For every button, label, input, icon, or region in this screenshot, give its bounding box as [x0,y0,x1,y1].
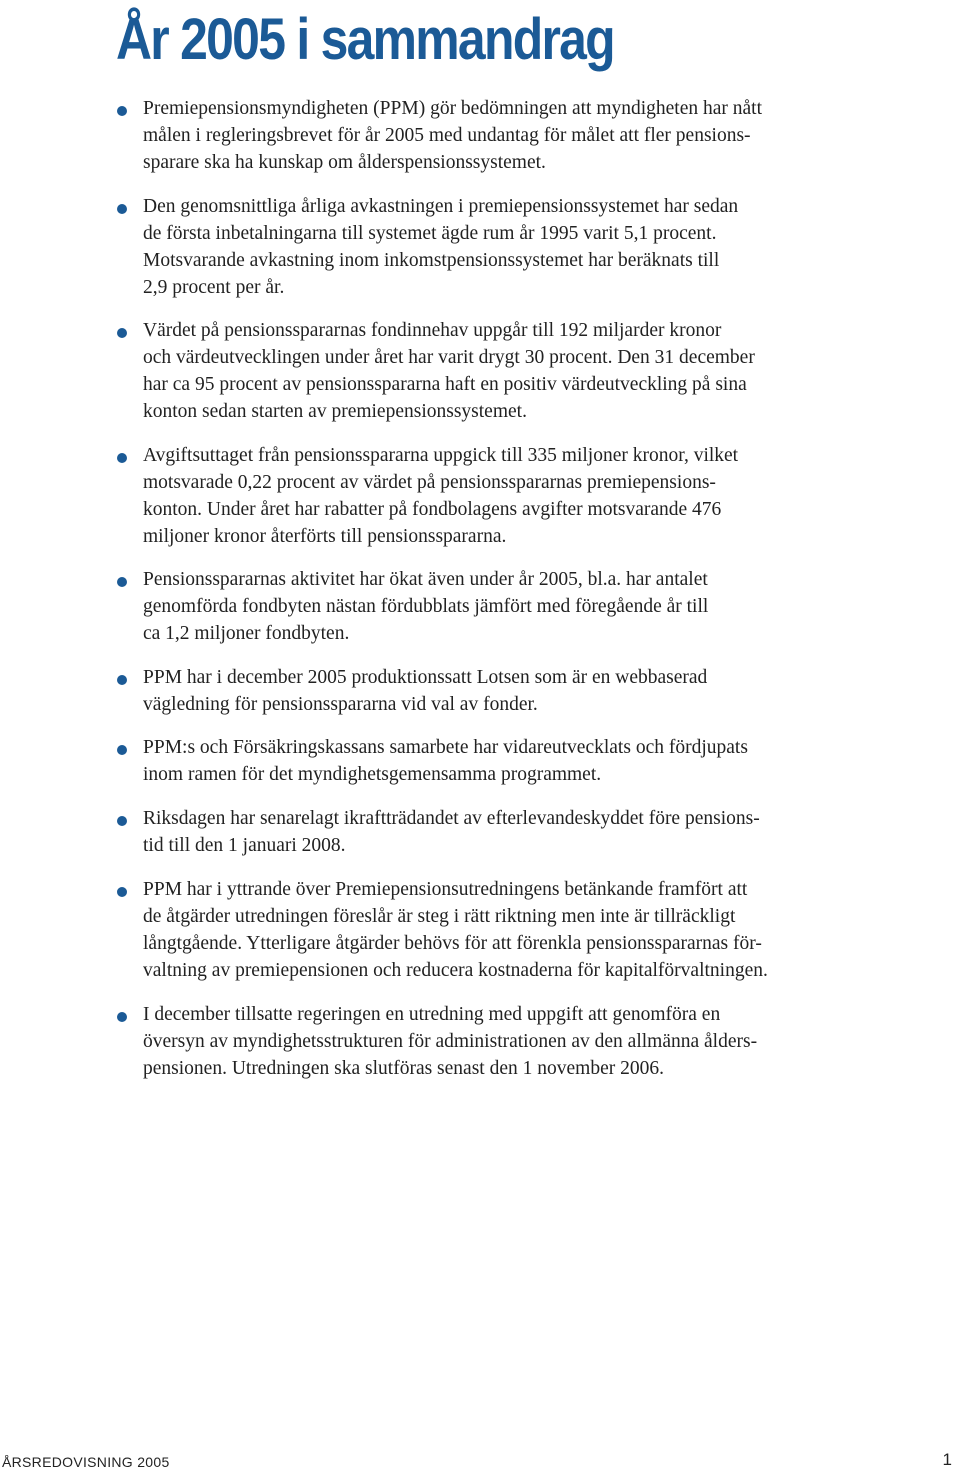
text-line: PPM har i yttrande över Premiepensionsutredningens betänkande framfört att [143,879,748,900]
text-line: 2,9 procent per år. [143,277,285,298]
text-line: målen i regleringsbrevet för år 2005 med undantag för målet att fler pensions- [143,125,751,146]
bullet-dot-icon [117,1012,127,1022]
bullet-text [143,805,843,859]
text-line: inom ramen för det myndighetsgemensamma programmet. [143,764,602,785]
bullet-dot-icon [117,328,127,338]
bullet-dot-icon [117,577,127,587]
text-line: Premiepensionsmyndigheten (PPM) gör bedömningen att myndigheten har nått [143,98,763,119]
text-line: har ca 95 procent av pensionsspararna haft en positiv värdeutveckling på sina [143,374,747,395]
text-line: och värdeutvecklingen under året har varit drygt 30 procent. Den 31 december [143,347,755,368]
bullet-text [143,876,843,984]
text-line: Värdet på pensionsspararnas fondinnehav uppgår till 192 miljarder kronor [143,320,722,341]
bullet-dot-icon [117,745,127,755]
text-line: genomförda fondbyten nästan fördubblats jämfört med föregående år till [143,596,709,617]
bullet-text [143,442,843,550]
text-line: Pensionsspararnas aktivitet har ökat även under år 2005, bl.a. har antalet [143,569,708,590]
text-line: Motsvarande avkastning inom inkomstpensionssystemet har beräknats till [143,250,720,271]
bullet-dot-icon [117,887,127,897]
bullet-text [143,566,843,647]
text-line: långtgående. Ytterligare åtgärder behövs för att förenkla pensionsspararnas för- [143,933,762,954]
text-line: Riksdagen har senarelagt ikraftträdandet av efterlevandeskyddet före pensions- [143,808,760,829]
footer-publication-name: ÅRSREDOVISNING 2005 [2,1454,170,1470]
bullet-dot-icon [117,106,127,116]
bullet-text [143,95,843,176]
text-line: de första inbetalningarna till systemet ägde rum år 1995 varit 5,1 procent. [143,223,717,244]
bullet-text [143,1001,843,1082]
text-line: pensionen. Utredningen ska slutföras senast den 1 november 2006. [143,1058,664,1079]
text-line: I december tillsatte regeringen en utredning med uppgift att genomföra en [143,1004,721,1025]
text-line: valtning av premiepensionen och reducera kostnaderna för kapitalförvaltningen. [143,960,768,981]
bullet-dot-icon [117,675,127,685]
text-line: ca 1,2 miljoner fondbyten. [143,623,350,644]
bullet-dot-icon [117,453,127,463]
bullet-dot-icon [117,816,127,826]
text-line: tid till den 1 januari 2008. [143,835,346,856]
text-line: de åtgärder utredningen föreslår är steg i rätt riktning men inte är tillräckligt [143,906,736,927]
text-line: konton. Under året har rabatter på fondbolagens avgifter motsvarande 476 [143,499,722,520]
text-line: motsvarade 0,22 procent av värdet på pensionsspararnas premiepensions- [143,472,716,493]
text-line: sparare ska ha kunskap om ålderspensionssystemet. [143,152,546,173]
text-line: PPM:s och Försäkringskassans samarbete har vidareutvecklats och fördjupats [143,737,748,758]
footer-page-number: 1 [942,1450,952,1469]
bullet-dot-icon [117,204,127,214]
bullet-text [143,734,843,788]
text-line: översyn av myndighetsstrukturen för administrationen av den allmänna ålders- [143,1031,758,1052]
page-title: År 2005 i sammandrag [116,7,614,72]
bullet-text [143,317,843,425]
text-line: Avgiftsuttaget från pensionsspararna uppgick till 335 miljoner kronor, vilket [143,445,739,466]
text-line: vägledning för pensionsspararna vid val av fonder. [143,694,538,715]
text-line: konton sedan starten av premiepensionssystemet. [143,401,527,422]
bullet-text [143,193,843,301]
text-line: Den genomsnittliga årliga avkastningen i premiepensionssystemet har sedan [143,196,739,217]
text-line: PPM har i december 2005 produktionssatt Lotsen som är en webbaserad [143,667,708,688]
bullet-text [143,664,843,718]
text-line: miljoner kronor återförts till pensionsspararna. [143,526,507,547]
